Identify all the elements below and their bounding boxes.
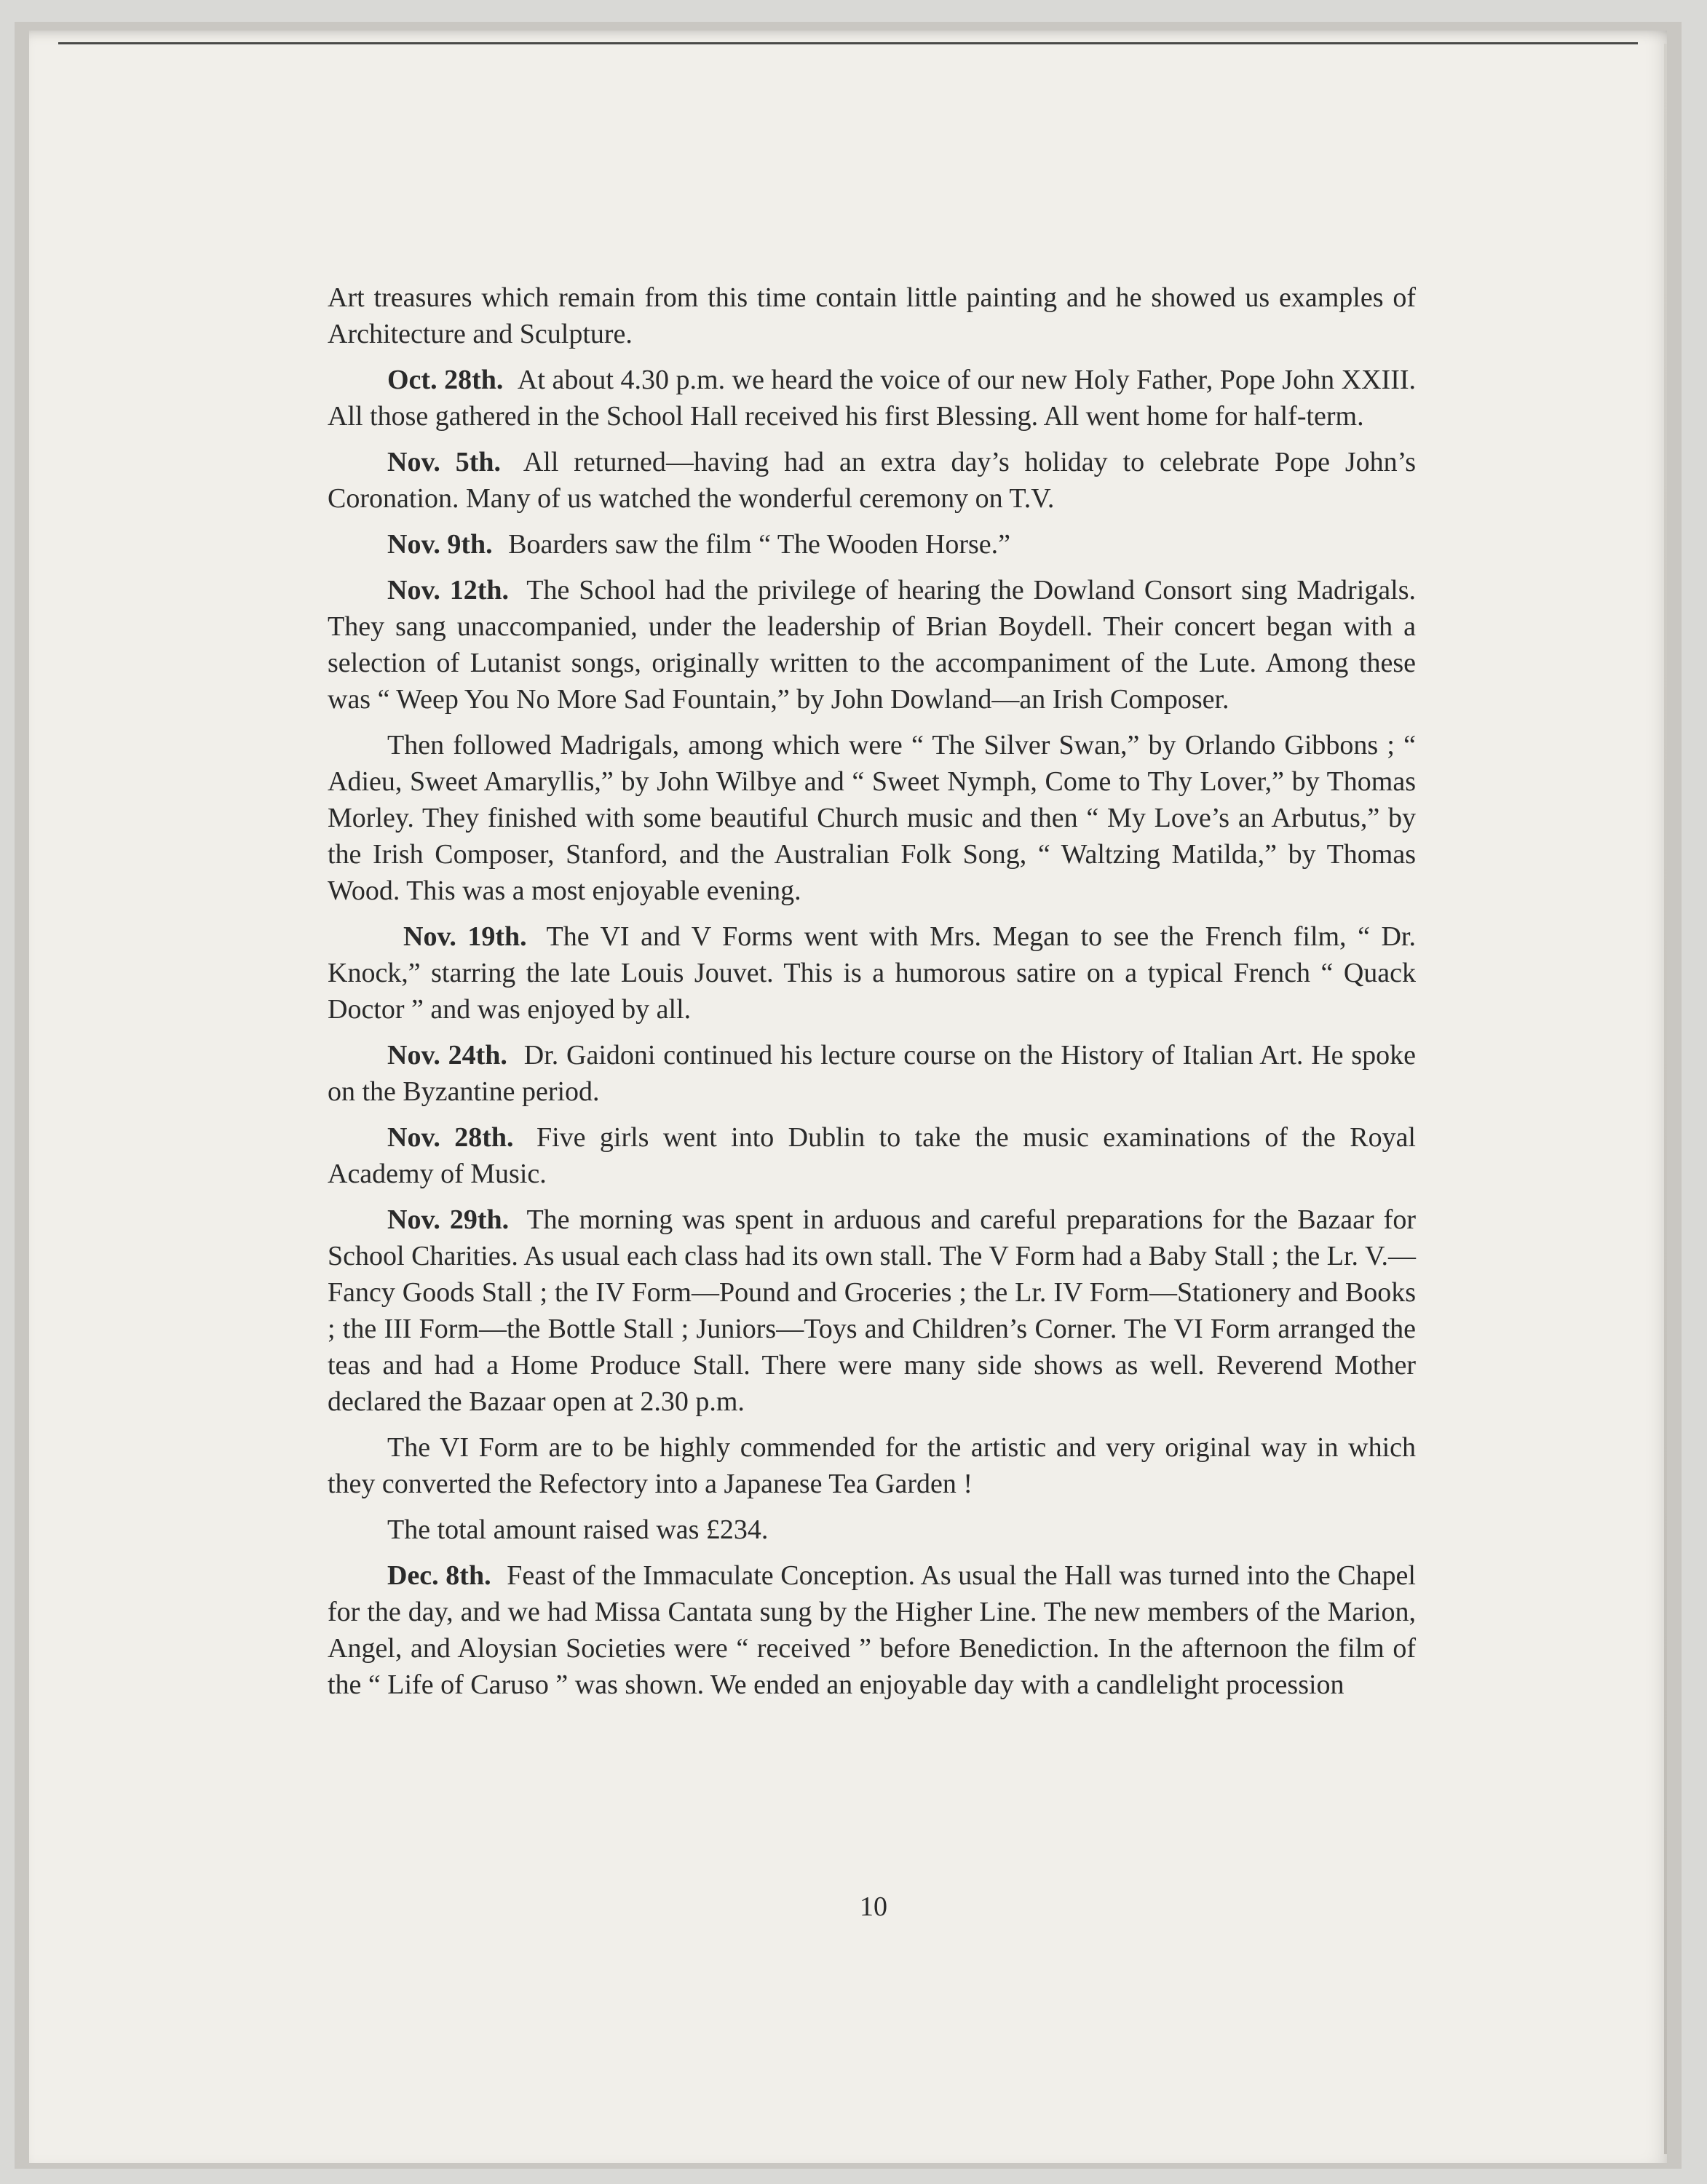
paragraph-text: Art treasures which remain from this time contain little painting and he showed us examples of Architecture and Sculpture. <box>328 282 1416 349</box>
paragraph-text: The VI and V Forms went with Mrs. Megan to see the French film, “ Dr. Knock,” starring the late Louis Jouvet. This is a humorous satire on a typical French “ Quack Doctor ” and was enjoyed by all. <box>328 921 1416 1025</box>
page-number: 10 <box>860 1891 887 1922</box>
paragraph-text: All returned—having had an extra day’s holiday to celebrate Pope John’s Coronation. Many of us watched the wonderful ceremony on T.V. <box>328 447 1416 514</box>
page-right-edge <box>1664 44 1667 2154</box>
paragraph-text: Dr. Gaidoni continued his lecture course on the History of Italian Art. He spoke on the Byzantine period. <box>328 1040 1416 1107</box>
entry-date: Nov. 5th. <box>387 447 502 477</box>
entry-date: Nov. 19th. <box>403 921 527 952</box>
paragraph-nov-9 <box>328 526 1416 563</box>
document-body <box>328 279 1416 1712</box>
page-top-edge <box>58 42 1638 44</box>
paragraph-nov-29 <box>328 1202 1416 1420</box>
paragraph-text: Feast of the Immaculate Conception. As usual the Hall was turned into the Chapel for the day, and we had Missa Cantata sung by the Higher Line. The new members of the Marion, Angel, and Aloysian Societies were “ received ” before Benediction. In the afternoon the film of the “ Life of Caruso ” was shown. We ended an enjoyable day with a candlelight procession <box>328 1560 1416 1700</box>
paragraph-nov-24 <box>328 1037 1416 1110</box>
paragraph-tea-garden <box>328 1429 1416 1502</box>
paragraph-oct-28 <box>328 362 1416 434</box>
paragraph-text: The total amount raised was £234. <box>387 1514 769 1545</box>
paragraph-nov-19 <box>328 918 1416 1028</box>
paragraph-total-raised <box>328 1512 1416 1548</box>
entry-date: Nov. 24th. <box>387 1040 507 1071</box>
paragraph-nov-28 <box>328 1119 1416 1192</box>
entry-date: Nov. 12th. <box>387 575 510 605</box>
paragraph-intro <box>328 279 1416 352</box>
paragraph-text: At about 4.30 p.m. we heard the voice of our new Holy Father, Pope John XXIII. All those gathered in the School Hall received his first Blessing. All went home for half-term. <box>328 365 1417 432</box>
paragraph-nov-5 <box>328 444 1416 517</box>
paragraph-text: Five girls went into Dublin to take the music examinations of the Royal Academy of Music. <box>328 1122 1416 1189</box>
paragraph-text: The morning was spent in arduous and careful preparations for the Bazaar for School Charities. As usual each class had its own stall. The V Form had a Baby Stall ; the Lr. V.—Fancy Goods Stall ; the IV Form—Pound and Groceries ; the Lr. IV Form—Stationery and Books ; the III Form—the Bottle Stall ; Juniors—Toys and Children’s Corner. The VI Form arranged the teas and had a Home Produce Stall. There were many side shows as well. Reverend Mother declared the Bazaar open at 2.30 p.m. <box>328 1204 1416 1417</box>
paragraph-madrigals <box>328 727 1416 909</box>
entry-date: Oct. 28th. <box>387 365 504 395</box>
paragraph-text: The VI Form are to be highly commended for the artistic and very original way in which they converted the Refectory into a Japanese Tea Garden ! <box>328 1432 1416 1499</box>
paragraph-text: Boarders saw the film “ The Wooden Horse.” <box>508 529 1011 560</box>
paragraph-text: Then followed Madrigals, among which were “ The Silver Swan,” by Orlando Gibbons ; “ Adieu, Sweet Amaryllis,” by John Wilbye and “ Sweet Nymph, Come to Thy Lover,” by Thomas Morley. They finished with some beautiful Church music and then “ My Love’s an Arbutus,” by the Irish Composer, Stanford, and the Australian Folk Song, “ Waltzing Matilda,” by Thomas Wood. This was a most enjoyable evening. <box>328 730 1416 906</box>
entry-date: Dec. 8th. <box>387 1560 491 1591</box>
entry-date: Nov. 28th. <box>387 1122 514 1153</box>
entry-date: Nov. 9th. <box>387 529 493 560</box>
entry-date: Nov. 29th. <box>387 1204 510 1235</box>
paragraph-dec-8 <box>328 1557 1416 1703</box>
paragraph-text: The School had the privilege of hearing the Dowland Consort sing Madrigals. They sang unaccompanied, under the leadership of Brian Boydell. Their concert began with a selection of Lutanist songs, originally written to the accompaniment of the Lute. Among these was “ Weep You No More Sad Fountain,” by John Dowland—an Irish Composer. <box>328 575 1416 715</box>
paragraph-nov-12 <box>328 572 1416 718</box>
